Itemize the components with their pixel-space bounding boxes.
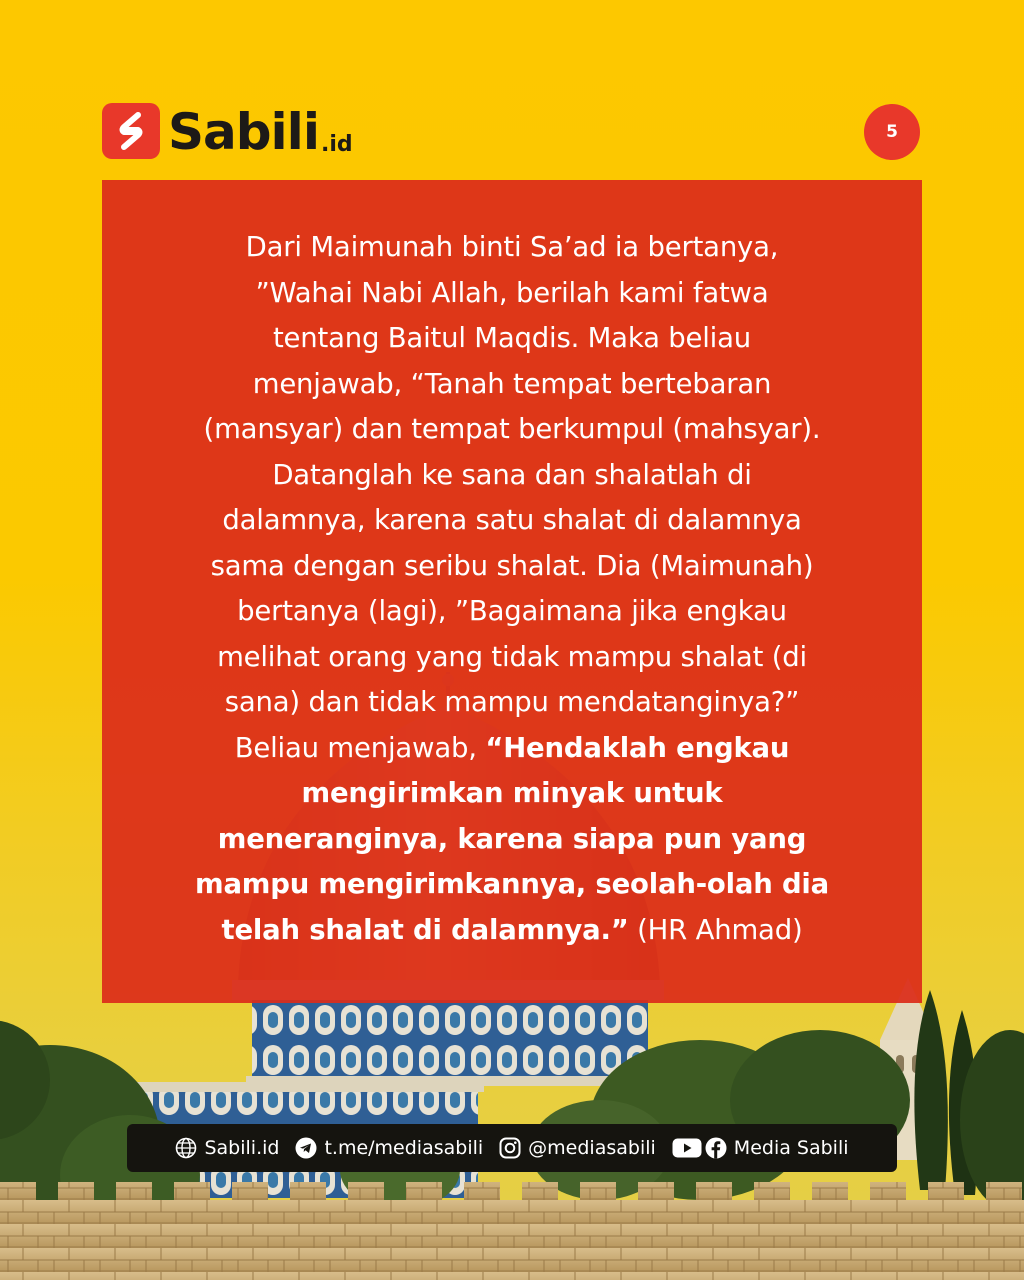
quote-emphasis: “Hendaklah engkau <box>485 731 790 764</box>
telegram-label: t.me/mediasabili <box>324 1137 484 1159</box>
social-footer-bar <box>127 1124 897 1172</box>
brand-suffix: .id <box>320 132 353 157</box>
quote-line: sana) dan tidak mampu mendatanginya?” <box>224 686 800 718</box>
wall-merlon <box>406 1182 442 1202</box>
quote-line <box>130 862 894 908</box>
quote-line-prefix: Beliau menjawab, <box>234 731 486 764</box>
wall-merlon <box>464 1182 500 1202</box>
wall-merlon <box>174 1182 210 1202</box>
quote-line <box>130 817 894 863</box>
wall-merlon <box>812 1182 848 1202</box>
quote-text <box>130 225 894 953</box>
quote-line: (mansyar) dan tempat berkumpul (mahsyar). <box>203 413 821 445</box>
globe-icon <box>175 1137 197 1159</box>
quote-line: melihat orang yang tidak mampu shalat (di <box>217 640 807 673</box>
wall-merlon <box>290 1182 326 1202</box>
wall-merlon <box>754 1182 790 1202</box>
brand-logo[interactable] <box>102 103 353 159</box>
quote-line: tentang Baitul Maqdis. Maka beliau <box>272 322 752 354</box>
website-label: Sabili.id <box>204 1137 280 1159</box>
wall-merlon <box>580 1182 616 1202</box>
youtube-icon <box>672 1137 702 1159</box>
quote-line: ”Wahai Nabi Allah, berilah kami fatwa <box>255 276 769 309</box>
wall-merlon <box>522 1182 558 1202</box>
facebook-icon <box>705 1137 727 1159</box>
wall-merlon <box>696 1182 732 1202</box>
instagram-icon <box>499 1137 521 1159</box>
instagram-link[interactable] <box>499 1137 656 1159</box>
wall-merlon <box>348 1182 384 1202</box>
telegram-icon <box>295 1137 317 1159</box>
hadith-source: (HR Ahmad) <box>628 913 803 946</box>
quote-emphasis: mampu mengirimkannya, seolah-olah dia <box>194 868 830 900</box>
wall-merlon <box>116 1182 152 1202</box>
page-number-badge: 5 <box>864 104 920 160</box>
quote-line: dalamnya, karena satu shalat di dalamnya <box>222 504 802 536</box>
quote-emphasis: mengirimkan minyak untuk <box>301 777 723 809</box>
wall-merlon <box>58 1182 94 1202</box>
wall-merlon <box>928 1182 964 1202</box>
website-link[interactable] <box>175 1137 279 1159</box>
quote-emphasis: telah shalat di dalamnya.” <box>221 913 629 946</box>
quote-line: sama dengan seribu shalat. Dia (Maimunah) <box>210 549 814 582</box>
brand-name: Sabili <box>168 103 319 161</box>
wall-merlon <box>638 1182 674 1202</box>
quote-line: bertanya (lagi), ”Bagaimana jika engkau <box>237 595 787 627</box>
media-sabili-label: Media Sabili <box>733 1137 849 1159</box>
wall-merlon <box>870 1182 906 1202</box>
quote-panel <box>102 180 922 1003</box>
quote-line <box>130 726 894 772</box>
quote-line <box>130 771 894 817</box>
wall-merlon <box>986 1182 1022 1202</box>
youtube-facebook-link[interactable] <box>672 1137 849 1159</box>
quote-line <box>130 908 894 954</box>
wall-merlon <box>0 1182 36 1202</box>
quote-line: Dari Maimunah binti Sa’ad ia bertanya, <box>245 231 779 263</box>
quote-line: Datanglah ke sana dan shalatlah di <box>272 458 752 491</box>
instagram-label: @mediasabili <box>528 1137 656 1159</box>
quote-emphasis: meneranginya, karena siapa pun yang <box>217 822 807 855</box>
telegram-link[interactable] <box>295 1137 483 1159</box>
quote-line: menjawab, “Tanah tempat bertebaran <box>252 367 772 400</box>
logo-s-icon <box>102 103 160 159</box>
wall-merlon <box>232 1182 268 1202</box>
